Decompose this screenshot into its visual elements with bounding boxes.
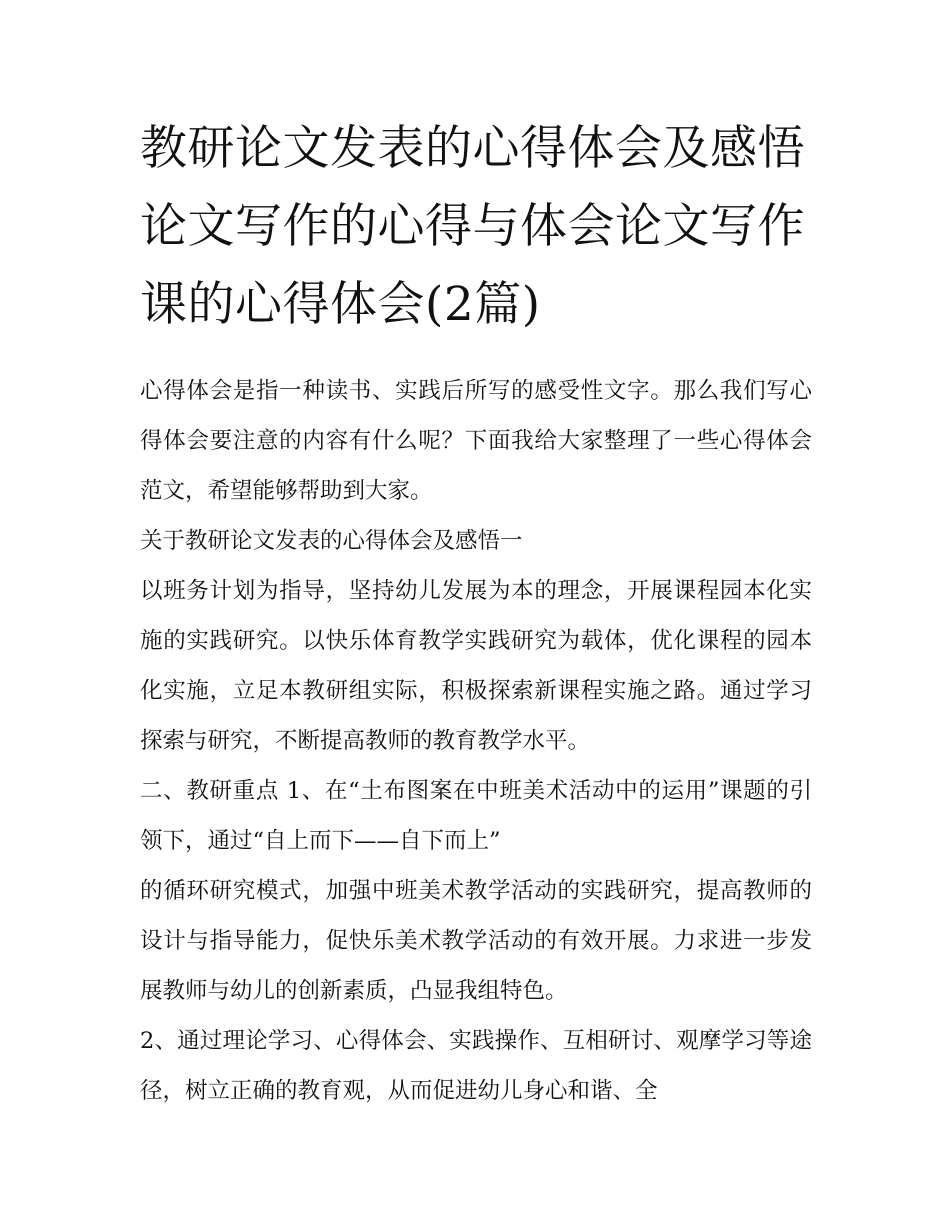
- body-paragraph: 以班务计划为指导，坚持幼儿发展为本的理念，开展课程园本化实施的实践研究。以快乐体育教学实践研究为载体，优化课程的园本化实施，立足本教研组实际，积极探索新课程实施之路。通过学习探索与研究，不断提高教师的教育教学水平。: [140, 578, 812, 754]
- body-paragraph: 的循环研究模式，加强中班美术教学活动的实践研究，提高教师的设计与指导能力，促快乐美术教学活动的有效开展。力求进一步发展教师与幼儿的创新素质，凸显我组特色。: [140, 878, 812, 1004]
- document-body: [140, 366, 812, 1116]
- intro-paragraph: 心得体会是指一种读书、实践后所写的感受性文字。那么我们写心得体会要注意的内容有什么呢？下面我给大家整理了一些心得体会范文，希望能够帮助到大家。: [140, 378, 812, 504]
- document-title: 教研论文发表的心得体会及感悟 论文写作的心得与体会论文写作课的心得体会(2篇): [140, 121, 805, 332]
- section-heading: 关于教研论文发表的心得体会及感悟一: [140, 528, 523, 554]
- body-paragraph: 二、教研重点 1、在“土布图案在中班美术活动中的运用”课题的引领下，通过“自上而下——自下而上”: [140, 778, 812, 854]
- body-paragraph: 2、通过理论学习、心得体会、实践操作、互相研讨、观摩学习等途径，树立正确的教育观，从而促进幼儿身心和谐、全: [140, 1028, 812, 1104]
- document-content: [140, 110, 812, 1116]
